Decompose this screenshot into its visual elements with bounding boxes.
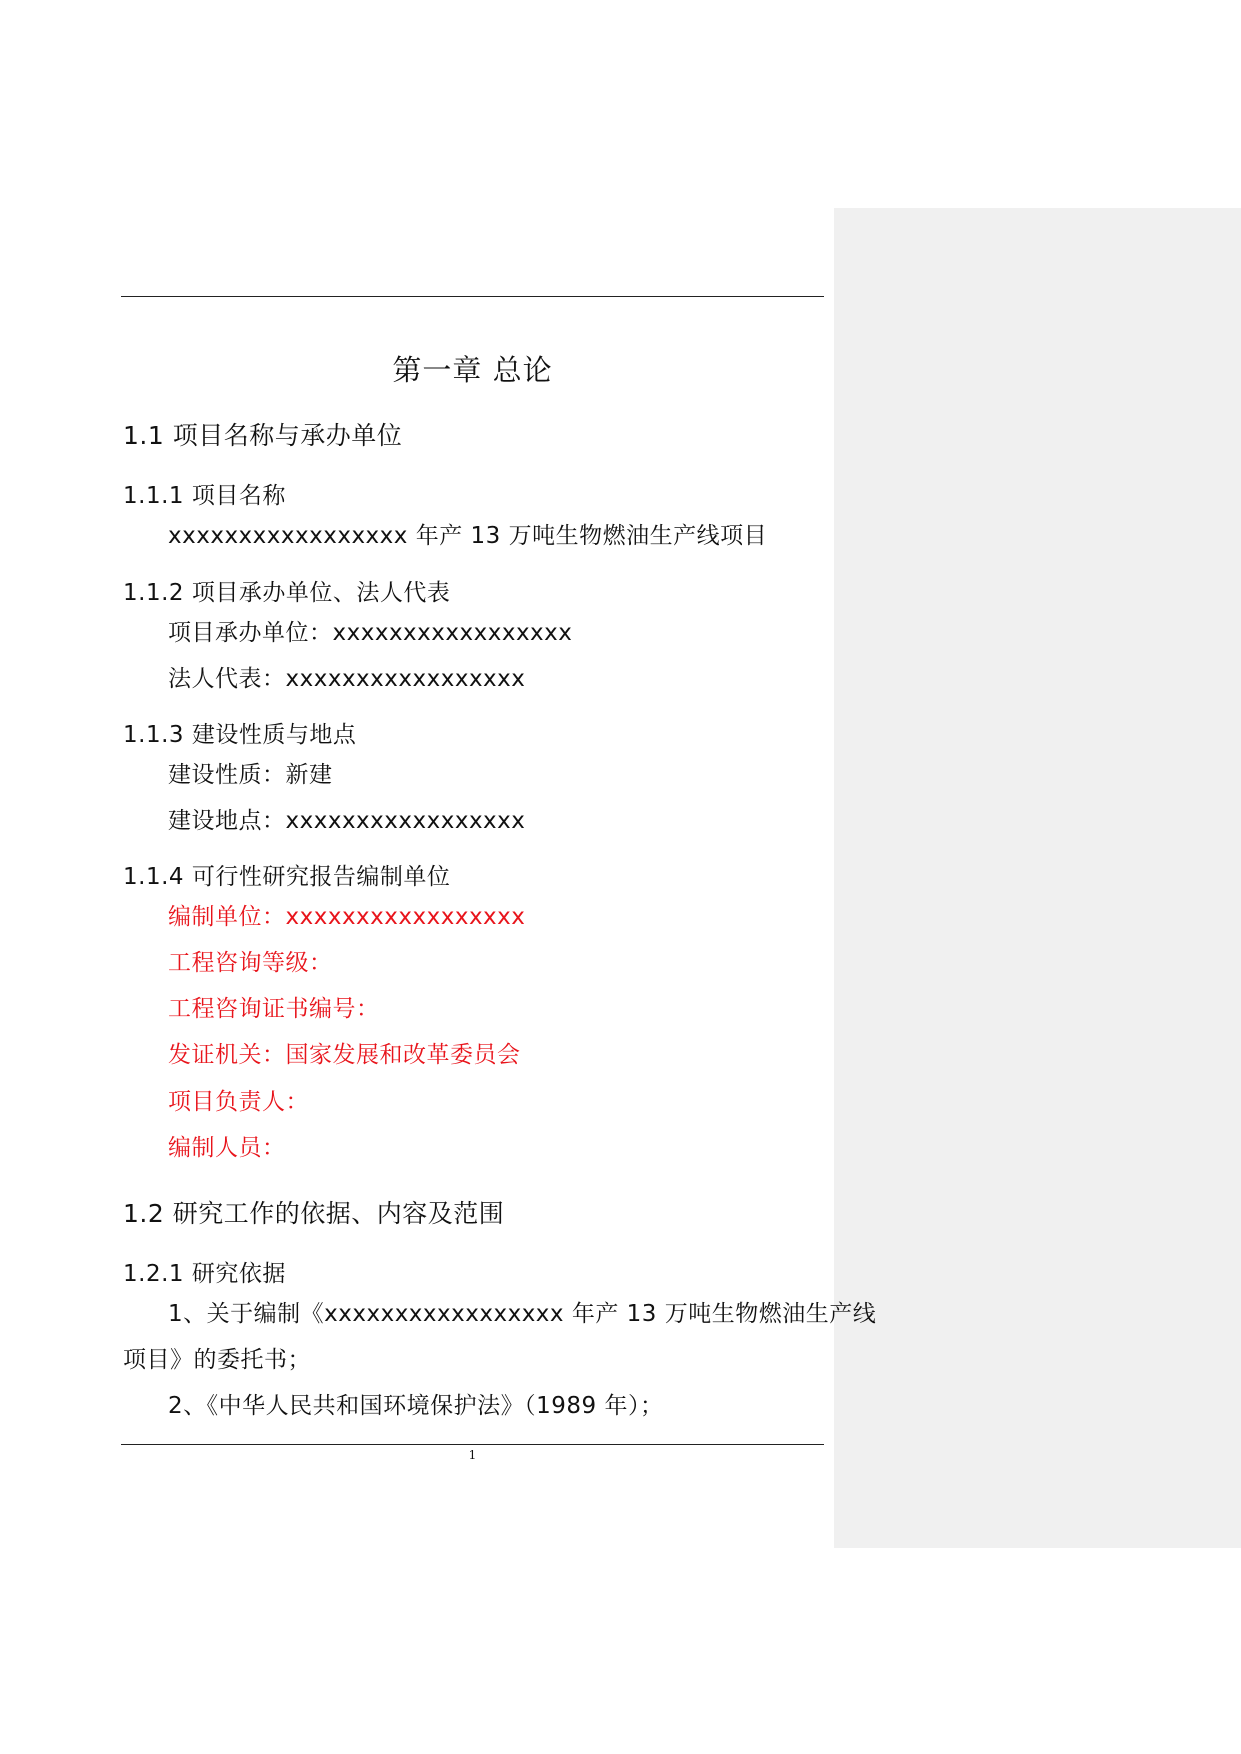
consulting-grade-line: 工程咨询等级： (168, 950, 333, 976)
compiler-unit-line: 编制单位：xxxxxxxxxxxxxxxxx (168, 904, 526, 930)
subsection-heading-1-1-3: 1.1.3 建设性质与地点 (123, 722, 357, 748)
basis-item-1-line-1: 1、关于编制《xxxxxxxxxxxxxxxxx 年产 13 万吨生物燃油生产线 (168, 1301, 877, 1327)
legal-rep-line: 法人代表：xxxxxxxxxxxxxxxxx (168, 666, 526, 692)
page-number: 1 (468, 1448, 477, 1462)
issuing-authority-line: 发证机关：国家发展和改革委员会 (168, 1042, 521, 1068)
section-heading-1-2: 1.2 研究工作的依据、内容及范围 (123, 1199, 505, 1228)
construction-nature-line: 建设性质：新建 (168, 762, 333, 788)
subsection-heading-1-1-1: 1.1.1 项目名称 (123, 483, 286, 509)
compilers-line: 编制人员： (168, 1135, 286, 1161)
footer-rule (121, 1444, 824, 1445)
chapter-title: 第一章 总论 (392, 353, 553, 387)
subsection-heading-1-1-4: 1.1.4 可行性研究报告编制单位 (123, 864, 451, 890)
section-heading-1-1: 1.1 项目名称与承办单位 (123, 421, 403, 450)
header-rule (121, 296, 824, 297)
construction-location-line: 建设地点：xxxxxxxxxxxxxxxxx (168, 808, 526, 834)
subsection-heading-1-1-2: 1.1.2 项目承办单位、法人代表 (123, 580, 451, 606)
basis-item-1-line-2: 项目》的委托书； (123, 1347, 311, 1373)
subsection-heading-1-2-1: 1.2.1 研究依据 (123, 1261, 286, 1287)
project-name-line: xxxxxxxxxxxxxxxxx 年产 13 万吨生物燃油生产线项目 (168, 523, 768, 549)
comment-pane (834, 208, 1241, 1548)
certificate-number-line: 工程咨询证书编号： (168, 996, 380, 1022)
project-leader-line: 项目负责人： (168, 1089, 309, 1115)
host-unit-line: 项目承办单位：xxxxxxxxxxxxxxxxx (168, 620, 573, 646)
basis-item-2: 2、《中华人民共和国环境保护法》（1989 年）； (168, 1393, 664, 1419)
